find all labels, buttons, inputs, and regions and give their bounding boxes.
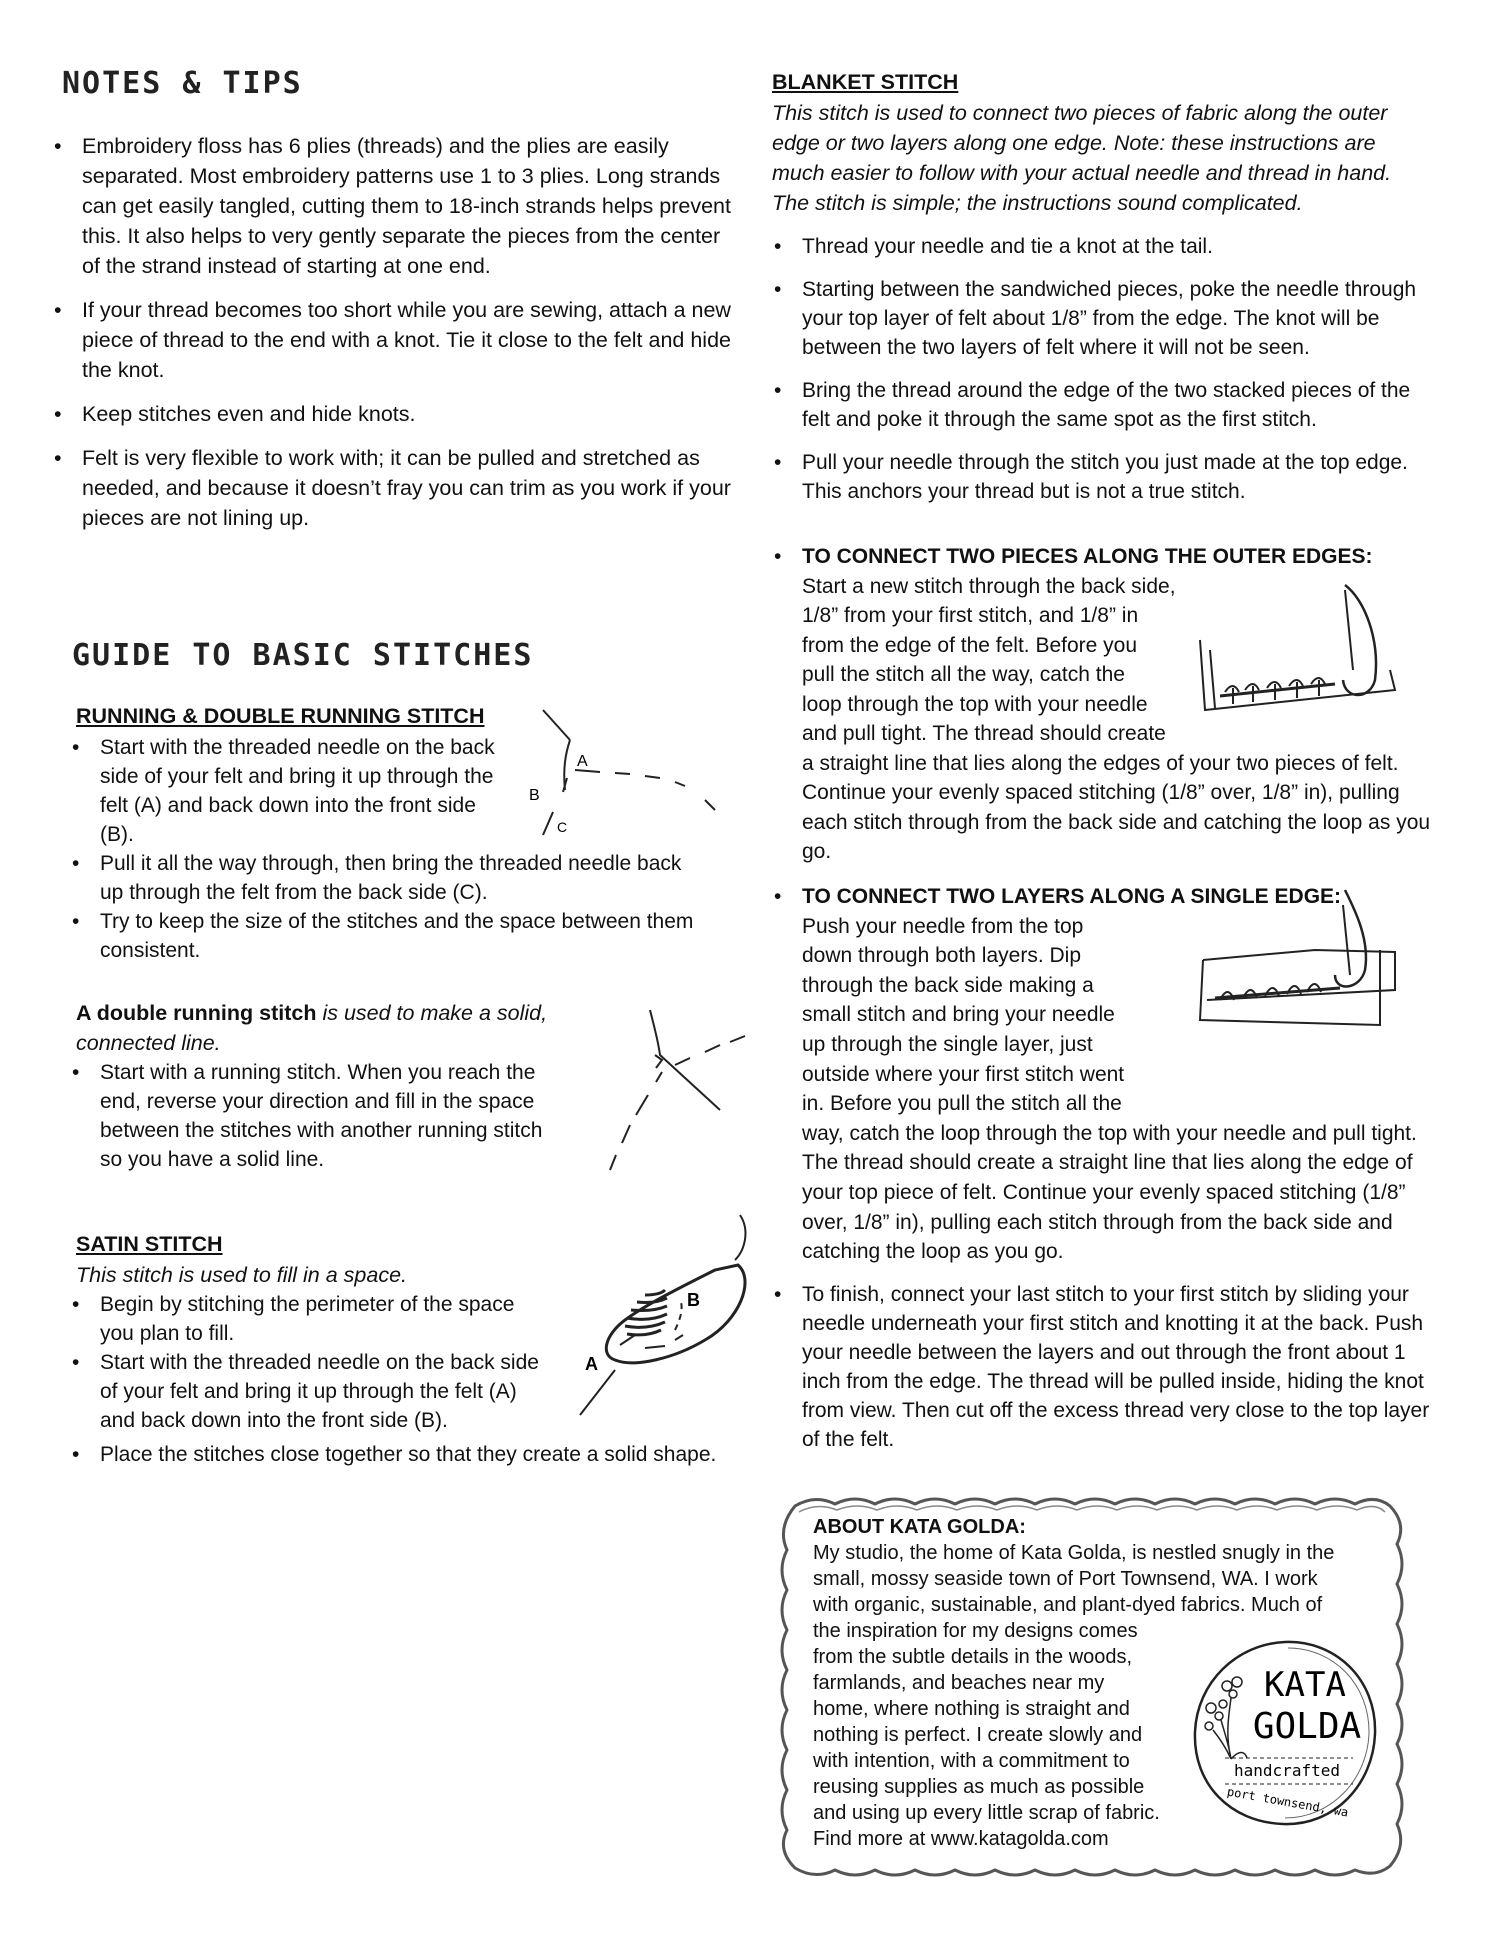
double-running-bold: A double running stitch <box>76 1001 317 1025</box>
double-running-list <box>70 1058 570 1174</box>
logo-line2: GOLDA <box>1252 1706 1362 1747</box>
satin-list-b <box>70 1440 750 1469</box>
blanket-intro: This stitch is used to connect two pieces of fabric along the outer edge or two layers along one edge. Note: these instructions are much easier to follow with your actual needle and thread in hand. The stitch is simple; the instructions sound complicated. <box>772 101 1392 215</box>
list-item: • Pull your needle through the stitch you just made at the top edge. This anchors your thread but is not a true stitch. <box>772 448 1427 506</box>
outer-line: 1/8” from your first stitch, and 1/8” in <box>802 604 1139 627</box>
satin-label-a: A <box>585 1354 598 1374</box>
blanket-list <box>772 232 1427 520</box>
double-running-intro <box>76 998 556 1058</box>
outer-line: pull the stitch all the way, catch the <box>802 663 1125 686</box>
bullet: • <box>774 545 782 568</box>
running-stitch-title: RUNNING & DOUBLE RUNNING STITCH <box>76 704 485 728</box>
about-line: reusing supplies as much as possible <box>813 1776 1145 1798</box>
single-line: in. Before you pull the stitch all the <box>802 1092 1122 1116</box>
running-stitch-illustration <box>515 700 755 870</box>
bullet: • <box>774 885 782 908</box>
single-line: up through the single layer, just <box>802 1032 1093 1056</box>
list-item: • Start with the threaded needle on the back side of your felt and bring it up through the felt (A) and back down into the front side (B). <box>70 1348 540 1435</box>
list-item: • Try to keep the size of the stitches and the space between them consistent. <box>70 907 710 965</box>
list-item: • Embroidery floss has 6 plies (threads) and the plies are easily separated. Most embroidery patterns use 1 to 3 plies. Long strands can get easily tangled, cutting them to 18-inch strands helps prevent this. It also helps to very gently separate the pieces from the center of the strand instead of starting at one end. <box>52 131 742 281</box>
list-item: • Keep stitches even and hide knots. <box>52 399 742 429</box>
kata-golda-logo <box>1185 1634 1385 1834</box>
about-line: with organic, sustainable, and plant-dyed fabrics. Much of <box>813 1594 1323 1616</box>
outer-edges-title: TO CONNECT TWO PIECES ALONG THE OUTER EDGES: <box>802 545 1373 568</box>
about-line: home, where nothing is straight and <box>813 1698 1130 1720</box>
list-item: • Begin by stitching the perimeter of the space you plan to fill. <box>70 1290 540 1348</box>
about-line: small, mossy seaside town of Port Townsend, WA. I work <box>813 1568 1318 1590</box>
running-label-c: C <box>557 819 568 835</box>
about-line: farmlands, and beaches near my <box>813 1672 1105 1694</box>
about-title: ABOUT KATA GOLDA: <box>813 1516 1026 1538</box>
blanket-single-illustration <box>1195 880 1405 1050</box>
finish-list <box>772 1280 1432 1454</box>
logo-line4: port townsend, wa <box>1225 1784 1350 1820</box>
outer-line: loop through the top with your needle <box>802 692 1148 716</box>
running-label-b: B <box>529 787 540 804</box>
running-list-a <box>70 733 500 849</box>
double-running-rest: is used to make a solid, connected line. <box>76 1001 548 1055</box>
notes-list <box>52 131 742 547</box>
satin-label-b: B <box>687 1290 700 1310</box>
about-line: the inspiration for my designs comes <box>813 1620 1138 1642</box>
about-line: nothing is perfect. I create slowly and <box>813 1724 1143 1746</box>
satin-stitch-illustration <box>575 1210 755 1440</box>
single-edge-title: TO CONNECT TWO LAYERS ALONG A SINGLE EDGE: <box>802 885 1342 908</box>
list-item: • Starting between the sandwiched pieces, poke the needle through your top layer of felt about 1/8” from the edge. The knot will be between the two layers of felt where it will not be seen. <box>772 275 1427 362</box>
single-line: down through both layers. Dip <box>802 944 1081 968</box>
outer-line: and pull tight. The thread should create <box>802 722 1166 745</box>
satin-intro: This stitch is used to fill in a space. <box>76 1263 408 1287</box>
running-label-a: A <box>577 753 588 770</box>
about-box <box>775 1494 1409 1880</box>
single-line: Push your needle from the top <box>802 914 1084 938</box>
outer-rest: a straight line that lies along the edges of your two pieces of felt. Continue your evenly spaced stitching (1/8” over, 1/8” in), pulling each stitch through from the back side and catching the loop as you go. <box>802 751 1431 863</box>
about-line: with intention, with a commitment to <box>813 1750 1130 1772</box>
about-line: Find more at www.katagolda.com <box>813 1828 1109 1850</box>
single-line: through the back side making a <box>802 973 1094 997</box>
blanket-stitch-title: BLANKET STITCH <box>772 70 959 94</box>
outer-line: Start a new stitch through the back side, <box>802 574 1176 598</box>
logo-line1: KATA <box>1264 1665 1346 1705</box>
about-line: from the subtle details in the woods, <box>813 1646 1133 1668</box>
list-item: • Bring the thread around the edge of the two stacked pieces of the felt and poke it through the same spot as the first stitch. <box>772 376 1427 434</box>
single-line: outside where your first stitch went <box>802 1062 1125 1086</box>
about-line: My studio, the home of Kata Golda, is nestled snugly in the <box>813 1542 1335 1564</box>
double-running-illustration <box>600 1000 760 1180</box>
about-line: and using up every little scrap of fabric. <box>813 1802 1160 1824</box>
list-item: • Thread your needle and tie a knot at the tail. <box>772 232 1427 261</box>
guide-heading: GUIDE TO BASIC STITCHES <box>72 638 534 673</box>
list-item: • Place the stitches close together so that they create a solid shape. <box>70 1440 750 1469</box>
logo-line3: handcrafted <box>1234 1761 1340 1780</box>
single-line: small stitch and bring your needle <box>802 1003 1115 1027</box>
satin-stitch-title: SATIN STITCH <box>76 1232 223 1256</box>
list-item: • To finish, connect your last stitch to your first stitch by sliding your needle underneath your first stitch and knotting it at the back. Push your needle between the layers and out through the front about 1 inch from the edge. The thread will be pulled inside, hiding the knot from view. Then cut off the excess thread very close to the top layer of the felt. <box>772 1280 1432 1454</box>
list-item: • Start with the threaded needle on the back side of your felt and bring it up through the felt (A) and back down into the front side (B). <box>70 733 500 849</box>
single-rest: way, catch the loop through the top with your needle and pull tight. The thread should create a straight line that lies along the edge of your top piece of felt. Continue your evenly spaced stitching (1/8” over, 1/8” in), pulling each stitch through from the back side and catching the loop as you go. <box>802 1121 1417 1264</box>
list-item: • Pull it all the way through, then bring the threaded needle back up through the felt from the back side (C). <box>70 849 710 907</box>
blanket-outer-illustration <box>1195 580 1405 730</box>
list-item: • Felt is very flexible to work with; it can be pulled and stretched as needed, and because it doesn’t fray you can trim as you work if your pieces are not lining up. <box>52 443 742 533</box>
list-item: • Start with a running stitch. When you reach the end, reverse your direction and fill in the space between the stitches with another running stitch so you have a solid line. <box>70 1058 570 1174</box>
notes-heading: NOTES & TIPS <box>62 66 303 101</box>
satin-list-a <box>70 1290 540 1435</box>
outer-line: from the edge of the felt. Before you <box>802 633 1138 657</box>
list-item: • If your thread becomes too short while you are sewing, attach a new piece of thread to the end with a knot. Tie it close to the felt and hide the knot. <box>52 295 742 385</box>
